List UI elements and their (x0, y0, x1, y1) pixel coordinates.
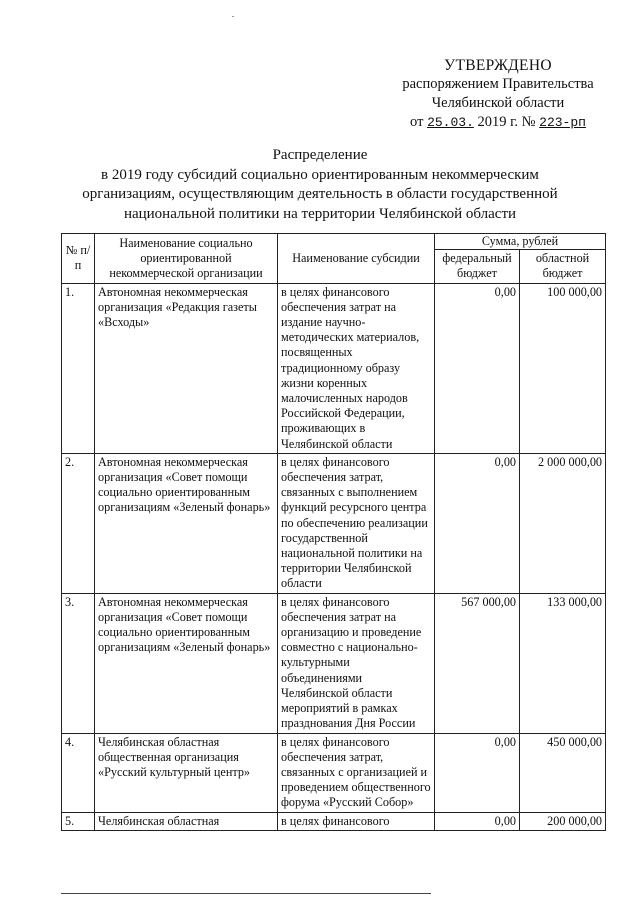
table-header-row (62, 234, 606, 250)
order-number: 223-рп (539, 115, 586, 130)
row-num: 4. (62, 733, 95, 812)
date-prefix: от (410, 114, 424, 130)
title-line2: в 2019 году субсидий социально ориентированным некоммерческим (101, 166, 539, 183)
row-org: Автономная некоммерческая организация «Совет помощи социально ориентированным организациям «Зеленый фонарь» (95, 453, 278, 593)
row-num: 5. (62, 812, 95, 830)
row-num: 1. (62, 283, 95, 453)
row-num: 2. (62, 453, 95, 593)
title-line4: национальной политики на территории Челябинской области (123, 205, 517, 222)
row-federal: 0,00 (435, 812, 520, 830)
row-subsidy: в целях финансового обеспечения затрат, связанных с выполнением функций ресурсного центра по обеспечению реализации государственной национальной политики на территории Челябинской области (278, 453, 435, 593)
row-org: Автономная некоммерческая организация «Совет помощи социально ориентированным организациям «Зеленый фонарь» (95, 593, 278, 733)
header-org: Наименование социально ориентированной некоммерческой организации (95, 234, 278, 284)
approval-line2: Челябинской области (431, 95, 565, 111)
row-regional: 2 000 000,00 (520, 453, 606, 593)
table-row (62, 812, 606, 830)
title-line3: организациям, осуществляющим деятельность в области государственной (82, 186, 558, 202)
header-subsidy: Наименование субсидии (278, 234, 435, 284)
approval-date-line (388, 113, 608, 132)
approval-head: УТВЕРЖДЕНО (444, 57, 552, 74)
row-subsidy: в целях финансового (278, 812, 435, 830)
header-regional: областной бюджет (520, 250, 606, 283)
year-text: 2019 г. № (477, 114, 536, 130)
table-row (62, 733, 606, 812)
table-row (62, 593, 606, 733)
scan-mark (232, 16, 234, 17)
row-subsidy: в целях финансового обеспечения затрат на организацию и проведение совместно с национально-культурными объединениями Челябинской области мероприятий в рамках празднования Дня России (278, 593, 435, 733)
document-title (60, 146, 580, 224)
row-org: Челябинская областная общественная организация «Русский культурный центр» (95, 733, 278, 812)
header-sum: Сумма, рублей (435, 234, 606, 250)
subsidy-table (61, 233, 606, 831)
row-regional: 450 000,00 (520, 733, 606, 812)
approval-stamp (388, 56, 608, 132)
row-regional: 200 000,00 (520, 812, 606, 830)
table-row (62, 453, 606, 593)
date-value: 25.03. (427, 115, 474, 130)
row-federal: 567 000,00 (435, 593, 520, 733)
row-federal: 0,00 (435, 453, 520, 593)
row-num: 3. (62, 593, 95, 733)
row-federal: 0,00 (435, 283, 520, 453)
table-row (62, 283, 606, 453)
header-federal: федеральный бюджет (435, 250, 520, 283)
header-num: № п/п (62, 234, 95, 284)
row-subsidy: в целях финансового обеспечения затрат на издание научно-методических материалов, посвященных традиционному образу жизни коренных малочисленных народов Российской Федерации, проживающих в Челябинской области (278, 283, 435, 453)
approval-line1: распоряжением Правительства (402, 76, 594, 92)
row-org: Челябинская областная (95, 812, 278, 830)
row-regional: 100 000,00 (520, 283, 606, 453)
title-line1: Распределение (272, 147, 368, 163)
row-federal: 0,00 (435, 733, 520, 812)
row-subsidy: в целях финансового обеспечения затрат, связанных с организацией и проведением общественного форума «Русский Собор» (278, 733, 435, 812)
page-bottom-rule (61, 893, 431, 894)
row-org: Автономная некоммерческая организация «Редакция газеты «Всходы» (95, 283, 278, 453)
row-regional: 133 000,00 (520, 593, 606, 733)
